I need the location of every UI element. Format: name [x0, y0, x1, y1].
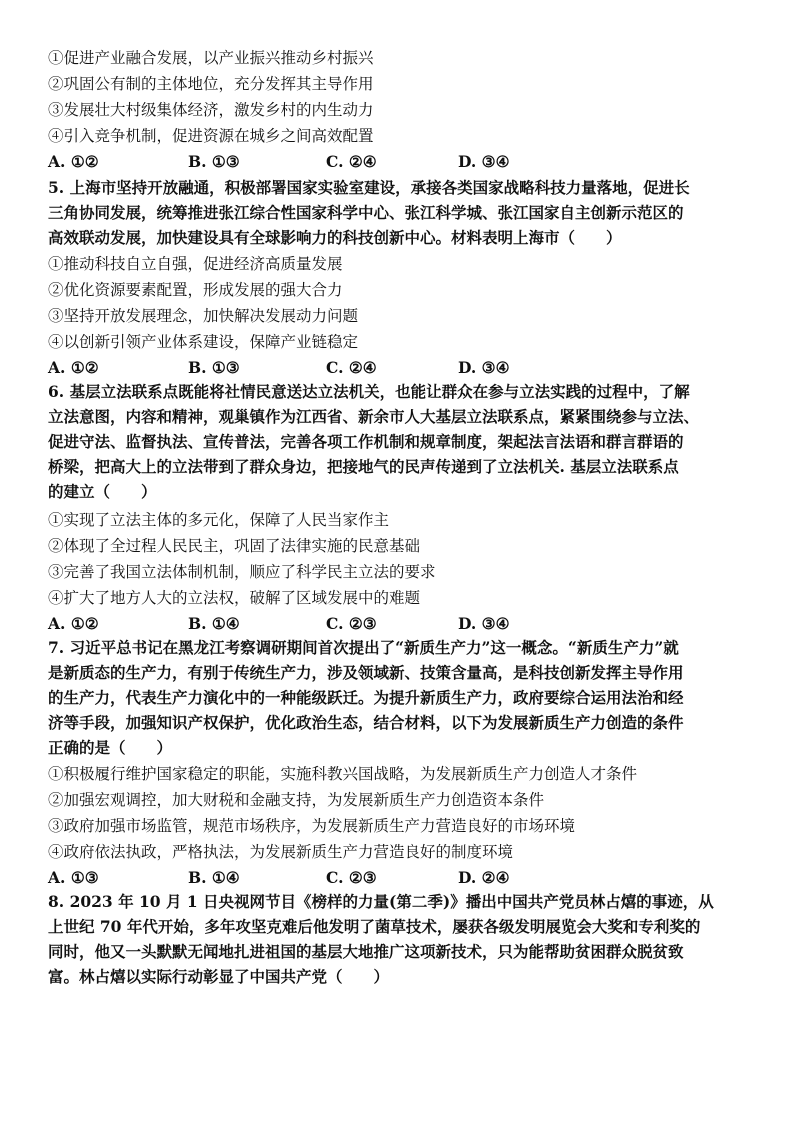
q4-statement-4: ④引入竞争机制，促进资源在城乡之间高效配置: [48, 127, 374, 145]
q6-option-b: B. ①④: [188, 614, 240, 633]
q6-statement-4: ④扩大了地方人大的立法权，破解了区域发展中的难题: [48, 589, 421, 607]
q6-option-a: A. ①②: [48, 614, 99, 633]
q6-stem-line-3: 促进守法、监督执法、宣传普法，完善各项工作机制和规章制度，架起法言法语和群言群语的: [48, 432, 684, 451]
q7-option-c: C. ②③: [326, 868, 377, 887]
q8-stem-line-1: 8. 2023 年 10 月 1 日央视网节目《榜样的力量(第二季)》播出中国共产党员林占熺的事迹，从: [48, 892, 714, 911]
q7-statement-1: ①积极履行维护国家稳定的职能，实施科教兴国战略，为发展新质生产力创造人才条件: [48, 765, 638, 783]
q7-stem-line-4: 济等手段，加强知识产权保护，优化政治生态，结合材料，以下为发展新质生产力创造的条件: [48, 713, 684, 732]
q7-stem-line-2: 是新质态的生产力，有别于传统生产力，涉及领域新、技策含量高，是科技创新发挥主导作用: [48, 663, 684, 682]
q4-option-d: D. ③④: [458, 152, 510, 171]
q7-statement-4: ④政府依法执政，严格执法，为发展新质生产力营造良好的制度环境: [48, 843, 514, 861]
q6-stem-line-4: 桥梁，把高大上的立法带到了群众身边，把接地气的民声传递到了立法机关. 基层立法联系点: [48, 457, 679, 476]
q5-option-a: A. ①②: [48, 358, 99, 377]
q7-statement-2: ②加强宏观调控，加大财税和金融支持，为发展新质生产力创造资本条件: [48, 791, 545, 809]
q5-statement-1: ①推动科技自立自强，促进经济高质量发展: [48, 255, 343, 273]
q6-option-d: D. ③④: [458, 614, 510, 633]
q8-stem-line-4: 富。林占熺以实际行动彰显了中国共产党（ ）: [48, 967, 390, 986]
q5-stem-line-3: 高效联动发展，加快建设具有全球影响力的科技创新中心。材料表明上海市（ ）: [48, 228, 622, 247]
q5-statement-2: ②优化资源要素配置，形成发展的强大合力: [48, 281, 343, 299]
q5-statement-3: ③坚持开放发展理念，加快解决发展动力问题: [48, 307, 359, 325]
q6-stem-line-5: 的建立（ ）: [48, 482, 157, 501]
q6-option-c: C. ②③: [326, 614, 377, 633]
q6-statement-2: ②体现了全过程人民民主，巩固了法律实施的民意基础: [48, 537, 421, 555]
q4-statement-1: ①促进产业融合发展，以产业振兴推动乡村振兴: [48, 49, 374, 67]
q4-statement-2: ②巩固公有制的主体地位，充分发挥其主导作用: [48, 75, 374, 93]
q7-statement-3: ③政府加强市场监管，规范市场秩序，为发展新质生产力营造良好的市场环境: [48, 817, 576, 835]
q7-option-a: A. ①③: [48, 868, 99, 887]
q4-statement-3: ③发展壮大村级集体经济，激发乡村的内生动力: [48, 101, 374, 119]
q8-stem-line-2: 上世纪 70 年代开始，多年攻坚克难后他发明了菌草技术，屡获各级发明展览会大奖和专利奖的: [48, 917, 701, 936]
q4-option-c: C. ②④: [326, 152, 377, 171]
q5-option-b: B. ①③: [188, 358, 240, 377]
q7-option-d: D. ②④: [458, 868, 510, 887]
q6-stem-line-2: 立法意图，内容和精神，观巢镇作为江西省、新余市人大基层立法联系点，紧紧围绕参与立法、: [48, 407, 700, 426]
q5-stem-line-1: 5. 上海市坚持开放融通，积极部署国家实验室建设，承接各类国家战略科技力量落地，促进长: [48, 178, 690, 197]
q7-stem-line-1: 7. 习近平总书记在黑龙江考察调研期间首次提出了“新质生产力”这一概念。“新质生产力”就: [48, 638, 679, 657]
q6-statement-3: ③完善了我国立法体制机制，顺应了科学民主立法的要求: [48, 563, 436, 581]
q8-stem-line-3: 同时，他又一头默默无闻地扎进祖国的基层大地推广这项新技术，只为能帮助贫困群众脱贫致: [48, 942, 684, 961]
q5-option-d: D. ③④: [458, 358, 510, 377]
q5-stem-line-2: 三角协同发展，统筹推进张江综合性国家科学中心、张江科学城、张江国家自主创新示范区的: [48, 203, 684, 222]
q6-stem-line-1: 6. 基层立法联系点既能将社情民意送达立法机关，也能让群众在参与立法实践的过程中，了解: [48, 382, 690, 401]
q4-option-b: B. ①③: [188, 152, 240, 171]
q5-statement-4: ④以创新引领产业体系建设，保障产业链稳定: [48, 333, 359, 351]
q7-stem-line-5: 正确的是（ ）: [48, 738, 173, 757]
q7-option-b: B. ①④: [188, 868, 240, 887]
q5-option-c: C. ②④: [326, 358, 377, 377]
q7-stem-line-3: 的生产力，代表生产力演化中的一种能级跃迁。为提升新质生产力，政府要综合运用法治和经: [48, 688, 684, 707]
q4-option-a: A. ①②: [48, 152, 99, 171]
q6-statement-1: ①实现了立法主体的多元化，保障了人民当家作主: [48, 511, 390, 529]
